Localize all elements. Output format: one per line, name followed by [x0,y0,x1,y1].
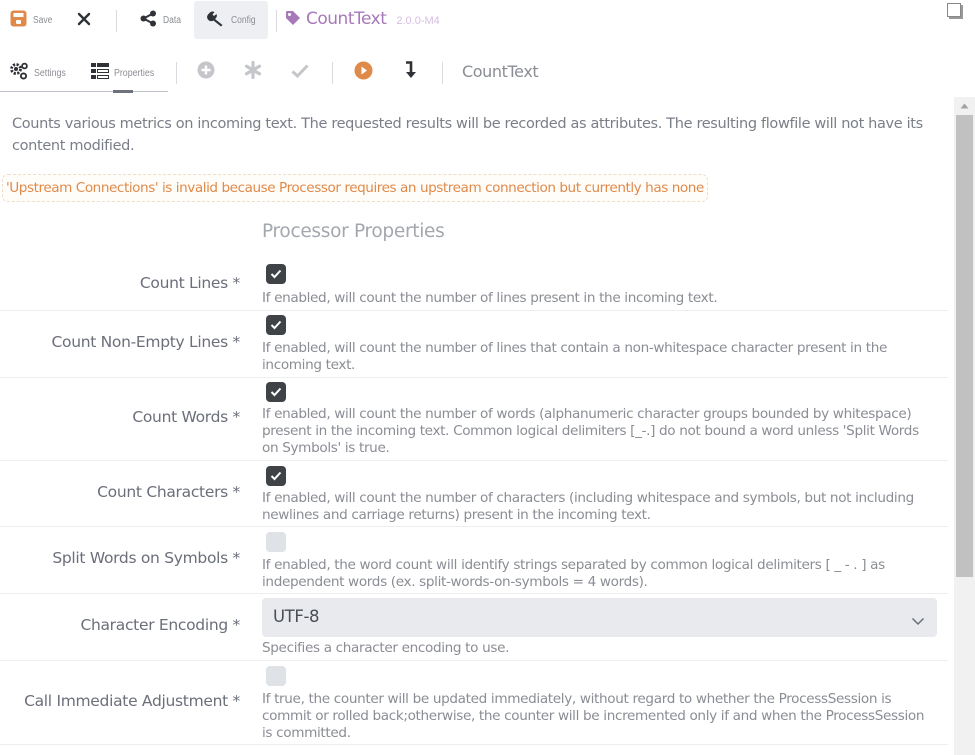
verify-button[interactable] [290,62,310,82]
asterisk-icon [244,61,262,83]
share-icon [140,10,157,31]
processor-name: CountText [306,9,387,29]
triangle-up-icon [960,103,969,109]
call-immediate-adjustment-checkbox[interactable] [266,666,286,686]
processor-version: 2.0.0-M4 [396,15,440,27]
top-toolbar [0,0,975,42]
tab-settings-label: Settings [34,67,66,79]
tag-icon [285,10,301,30]
count-non-empty-lines-checkbox[interactable] [266,315,286,335]
save-icon [10,10,27,31]
property-row-character-encoding [0,594,948,661]
property-row-split-words-on-symbols [0,527,948,594]
checkmark-icon [270,471,282,481]
run-button[interactable] [353,62,373,82]
processor-title [285,8,440,29]
close-icon [77,11,91,30]
save-label: Save [33,14,53,26]
property-row-count-lines [0,252,948,311]
property-row-count-words [0,378,948,461]
count-words-checkbox[interactable] [266,382,286,402]
processor-description: Counts various metrics on incoming text. The requested results will be recorded as attributes. The resulting flowfile will not have its content modified. [12,116,923,154]
property-label: Count Lines * [139,274,240,292]
property-label: Call Immediate Adjustment * [24,692,240,710]
gears-icon [10,62,29,84]
processor-name-label: CountText [462,62,539,81]
property-label: Split Words on Symbols * [52,549,240,567]
tab-settings[interactable] [10,62,70,84]
toolbar-divider [332,62,333,84]
toolbar-divider [116,10,117,32]
property-description: Specifies a character encoding to use. [262,640,510,656]
close-button[interactable] [77,1,91,39]
toolbar-divider [176,62,177,84]
arrow-down-icon [403,61,417,83]
config-button[interactable] [207,1,260,39]
property-description: If enabled, will count the number of lines present in the incoming text. [262,290,718,306]
property-label: Count Words * [132,408,240,426]
property-label: Character Encoding * [80,616,240,634]
split-words-on-symbols-checkbox[interactable] [266,532,286,552]
property-description: If enabled, will count the number of lines that contain a non-whitespace character present in the incoming text. [262,340,887,373]
validation-warning: 'Upstream Connections' is invalid because Processor requires an upstream connection but currently has none [2,174,708,202]
scrollbar[interactable] [954,97,975,755]
tab-properties[interactable] [91,62,160,84]
step-down-button[interactable] [400,62,420,82]
asterisk-button[interactable] [243,62,263,82]
property-label: Count Non-Empty Lines * [51,333,240,351]
scroll-up-button[interactable] [954,97,975,115]
play-circle-icon [354,61,373,84]
scrollbar-thumb[interactable] [956,115,973,577]
checkmark-icon [270,269,282,279]
property-description: If enabled, the word count will identify strings separated by common logical delimiters [ _ - . ] as independent words (ex. split-words-on-symbols = 4 words). [262,557,885,590]
data-label: Data [163,14,181,26]
checkmark-icon [291,63,309,82]
chevron-down-icon [911,611,925,630]
data-button[interactable] [140,1,184,39]
checkmark-icon [270,387,282,397]
properties-panel [0,97,953,755]
property-description: If true, the counter will be updated immediately, without regard to whether the ProcessSession is commit or rolled back;otherwise, the counter will be incremented only if and when the ProcessSession is committed. [262,691,925,741]
property-row-call-immediate-adjustment [0,661,948,745]
tab-properties-label: Properties [114,67,155,79]
toolbar-divider [442,62,443,84]
count-characters-checkbox[interactable] [266,466,286,486]
property-row-count-characters [0,461,948,527]
maximize-button[interactable] [947,3,961,17]
property-description: If enabled, will count the number of words (alphanumeric character groups bounded by whitespace) present in the incoming text. Common logical delimiters [_-.] do not bound a word unless 'Split Words on Symbols' is true. [262,406,919,456]
tabs-underline [0,91,168,92]
wrench-icon [207,10,225,31]
toolbar-divider [276,10,277,32]
active-tab-indicator [113,90,133,93]
property-label: Count Characters * [97,483,240,501]
select-value: UTF-8 [273,607,320,626]
character-encoding-select[interactable] [262,598,937,637]
property-description: If enabled, will count the number of characters (including whitespace and symbols, but not including newlines and carriage returns) present in the incoming text. [262,490,914,523]
add-property-button[interactable] [196,62,216,82]
list-icon [91,63,109,83]
section-title: Processor Properties [262,221,445,242]
count-lines-checkbox[interactable] [266,264,286,284]
save-button[interactable] [10,1,56,39]
property-row-count-non-empty-lines [0,311,948,378]
checkmark-icon [270,320,282,330]
plus-circle-icon [197,61,215,83]
config-label: Config [231,14,256,26]
